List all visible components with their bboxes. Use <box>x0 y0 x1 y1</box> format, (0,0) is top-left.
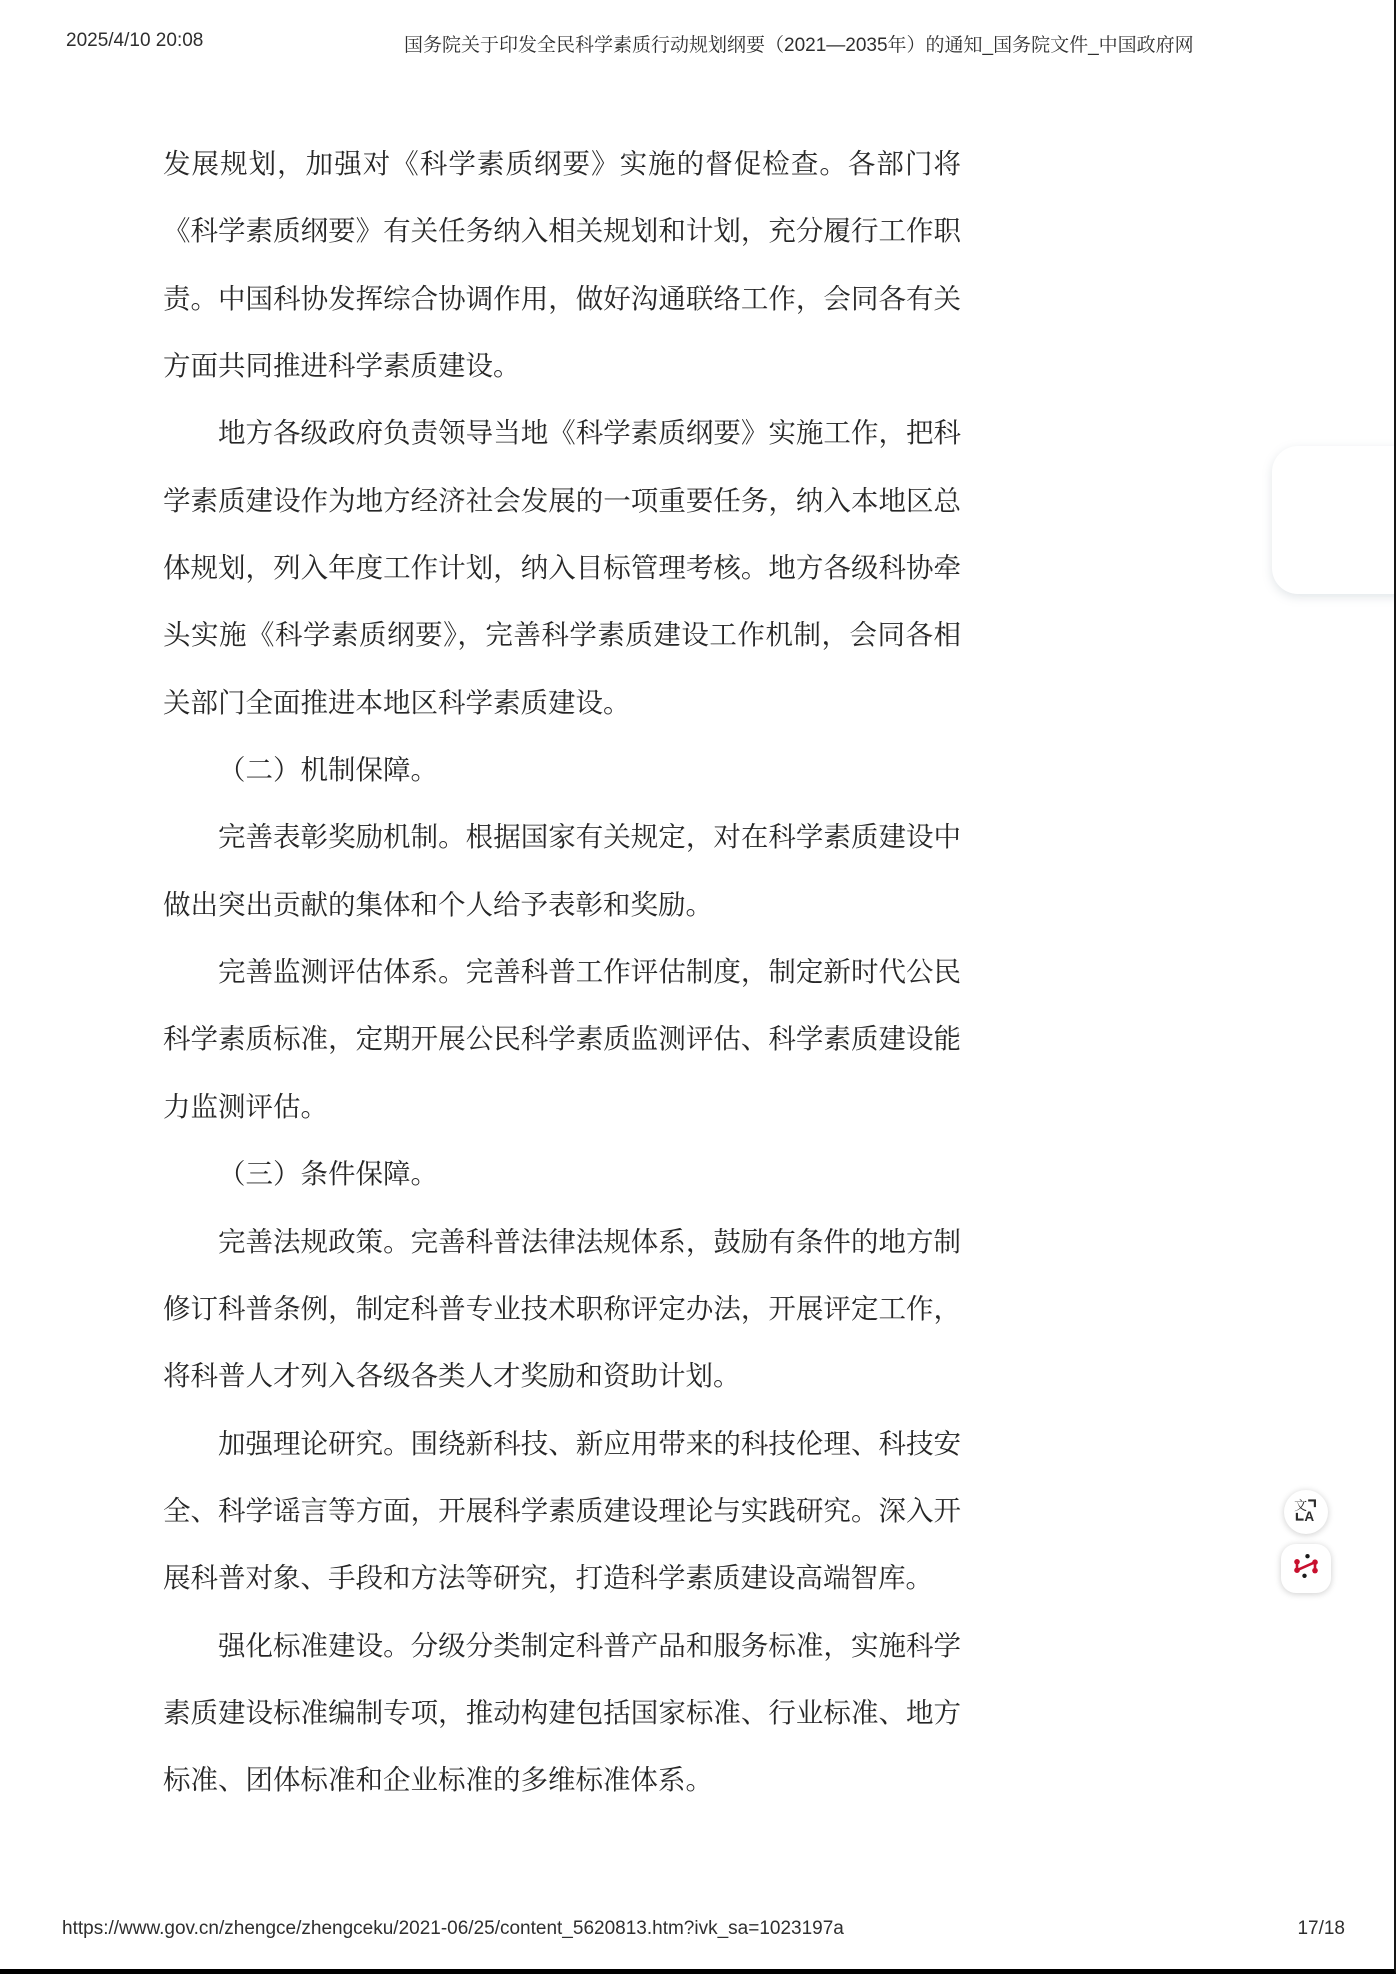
document-text <box>163 130 961 1814</box>
print-header-datetime: 2025/4/10 20:08 <box>66 30 204 51</box>
text-line: 完善法规政策。完善科普法律法规体系，鼓励有条件的地方制 <box>218 1225 961 1257</box>
text-line: 强化标准建设。分级分类制定科普产品和服务标准，实施科学 <box>218 1629 961 1661</box>
text-line: 方面共同推进科学素质建设。 <box>163 350 521 382</box>
text-line: 展科普对象、手段和方法等研究，打造科学素质建设高端智库。 <box>163 1562 933 1594</box>
print-footer-url: https://www.gov.cn/zhengce/zhengceku/2021-06/25/content_5620813.htm?ivk_sa=1023197a <box>62 1918 844 1939</box>
text-line: 完善表彰奖励机制。根据国家有关规定，对在科学素质建设中 <box>218 821 961 853</box>
print-footer-page-indicator: 17/18 <box>1297 1918 1345 1939</box>
text-line: 头实施《科学素质纲要》，完善科学素质建设工作机制，会同各相 <box>163 619 961 651</box>
text-line: 《科学素质纲要》有关任务纳入相关规划和计划，充分履行工作职 <box>163 215 961 247</box>
text-line: 发展规划，加强对《科学素质纲要》实施的督促检查。各部门将 <box>163 148 961 179</box>
text-line: 关部门全面推进本地区科学素质建设。 <box>163 686 631 718</box>
section-heading: （三）条件保障。 <box>218 1158 438 1190</box>
section-heading: （二）机制保障。 <box>218 754 438 786</box>
text-line: 力监测评估。 <box>163 1090 328 1122</box>
text-line: 修订科普条例，制定科普专业技术职称评定办法，开展评定工作， <box>163 1292 961 1324</box>
network-nodes-icon <box>1291 1551 1321 1586</box>
print-header-title: 国务院关于印发全民科学素质行动规划纲要（2021—2035年）的通知_国务院文件_中国政府网 <box>404 35 1194 56</box>
text-line: 体规划，列入年度工作计划，纳入目标管理考核。地方各级科协牵 <box>163 552 961 584</box>
faint-floating-widget[interactable] <box>1272 446 1396 594</box>
text-line: 做出突出贡献的集体和个人给予表彰和奖励。 <box>163 888 713 920</box>
text-line: 学素质建设作为地方经济社会发展的一项重要任务，纳入本地区总 <box>163 484 961 516</box>
text-line: 标准、团体标准和企业标准的多维标准体系。 <box>163 1764 713 1796</box>
text-line: 完善监测评估体系。完善科普工作评估制度，制定新时代公民 <box>218 956 961 988</box>
text-line: 将科普人才列入各级各类人才奖励和资助计划。 <box>163 1360 741 1392</box>
translate-icon <box>1293 1497 1319 1528</box>
svg-text:文: 文 <box>1294 1497 1308 1513</box>
svg-text:A: A <box>1304 1508 1315 1523</box>
text-line: 全、科学谣言等方面，开展科学素质建设理论与实践研究。深入开 <box>163 1494 961 1526</box>
text-line: 地方各级政府负责领导当地《科学素质纲要》实施工作，把科 <box>218 417 961 449</box>
text-line: 科学素质标准，定期开展公民科学素质监测评估、科学素质建设能 <box>163 1023 961 1055</box>
network-nodes-button[interactable] <box>1281 1544 1331 1593</box>
text-line: 责。中国科协发挥综合协调作用，做好沟通联络工作，会同各有关 <box>163 282 961 314</box>
text-line: 加强理论研究。围绕新科技、新应用带来的科技伦理、科技安 <box>218 1427 961 1459</box>
text-line: 素质建设标准编制专项，推动构建包括国家标准、行业标准、地方 <box>163 1696 961 1728</box>
translate-button[interactable] <box>1284 1490 1328 1534</box>
